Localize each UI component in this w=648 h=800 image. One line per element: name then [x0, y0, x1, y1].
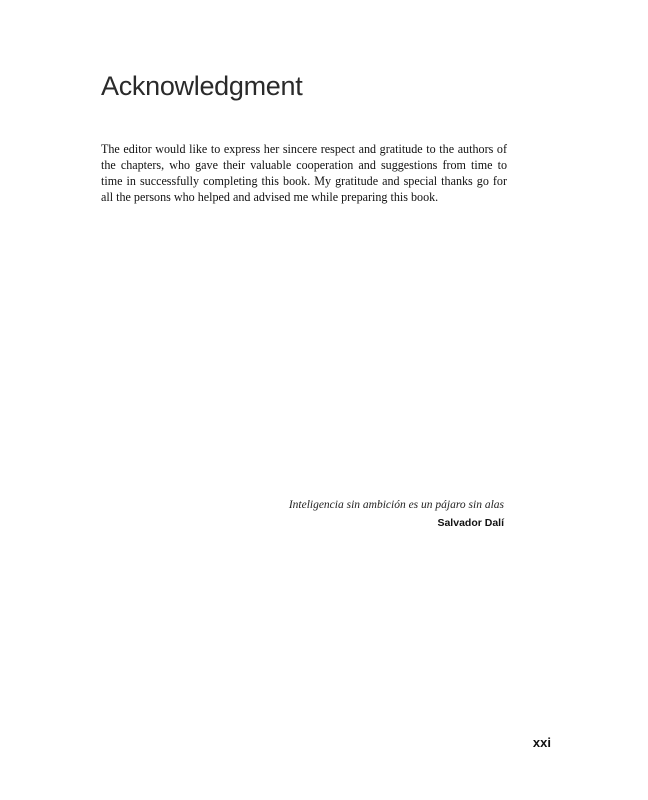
epigraph-quote: Inteligencia sin ambición es un pájaro sin alas	[288, 499, 504, 511]
page-number: xxi	[532, 735, 551, 750]
epigraph-author: Salvador Dalí	[437, 517, 504, 529]
acknowledgment-paragraph: The editor would like to express her sincere respect and gratitude to the authors of the chapters, who gave their valuable cooperation and suggestions from time to time in successfully completing this book. My gratitude and special thanks go for all the persons who helped and advised me while preparing this book.	[101, 142, 507, 204]
epigraph	[184, 497, 504, 531]
page-title: Acknowledgment	[101, 71, 303, 101]
